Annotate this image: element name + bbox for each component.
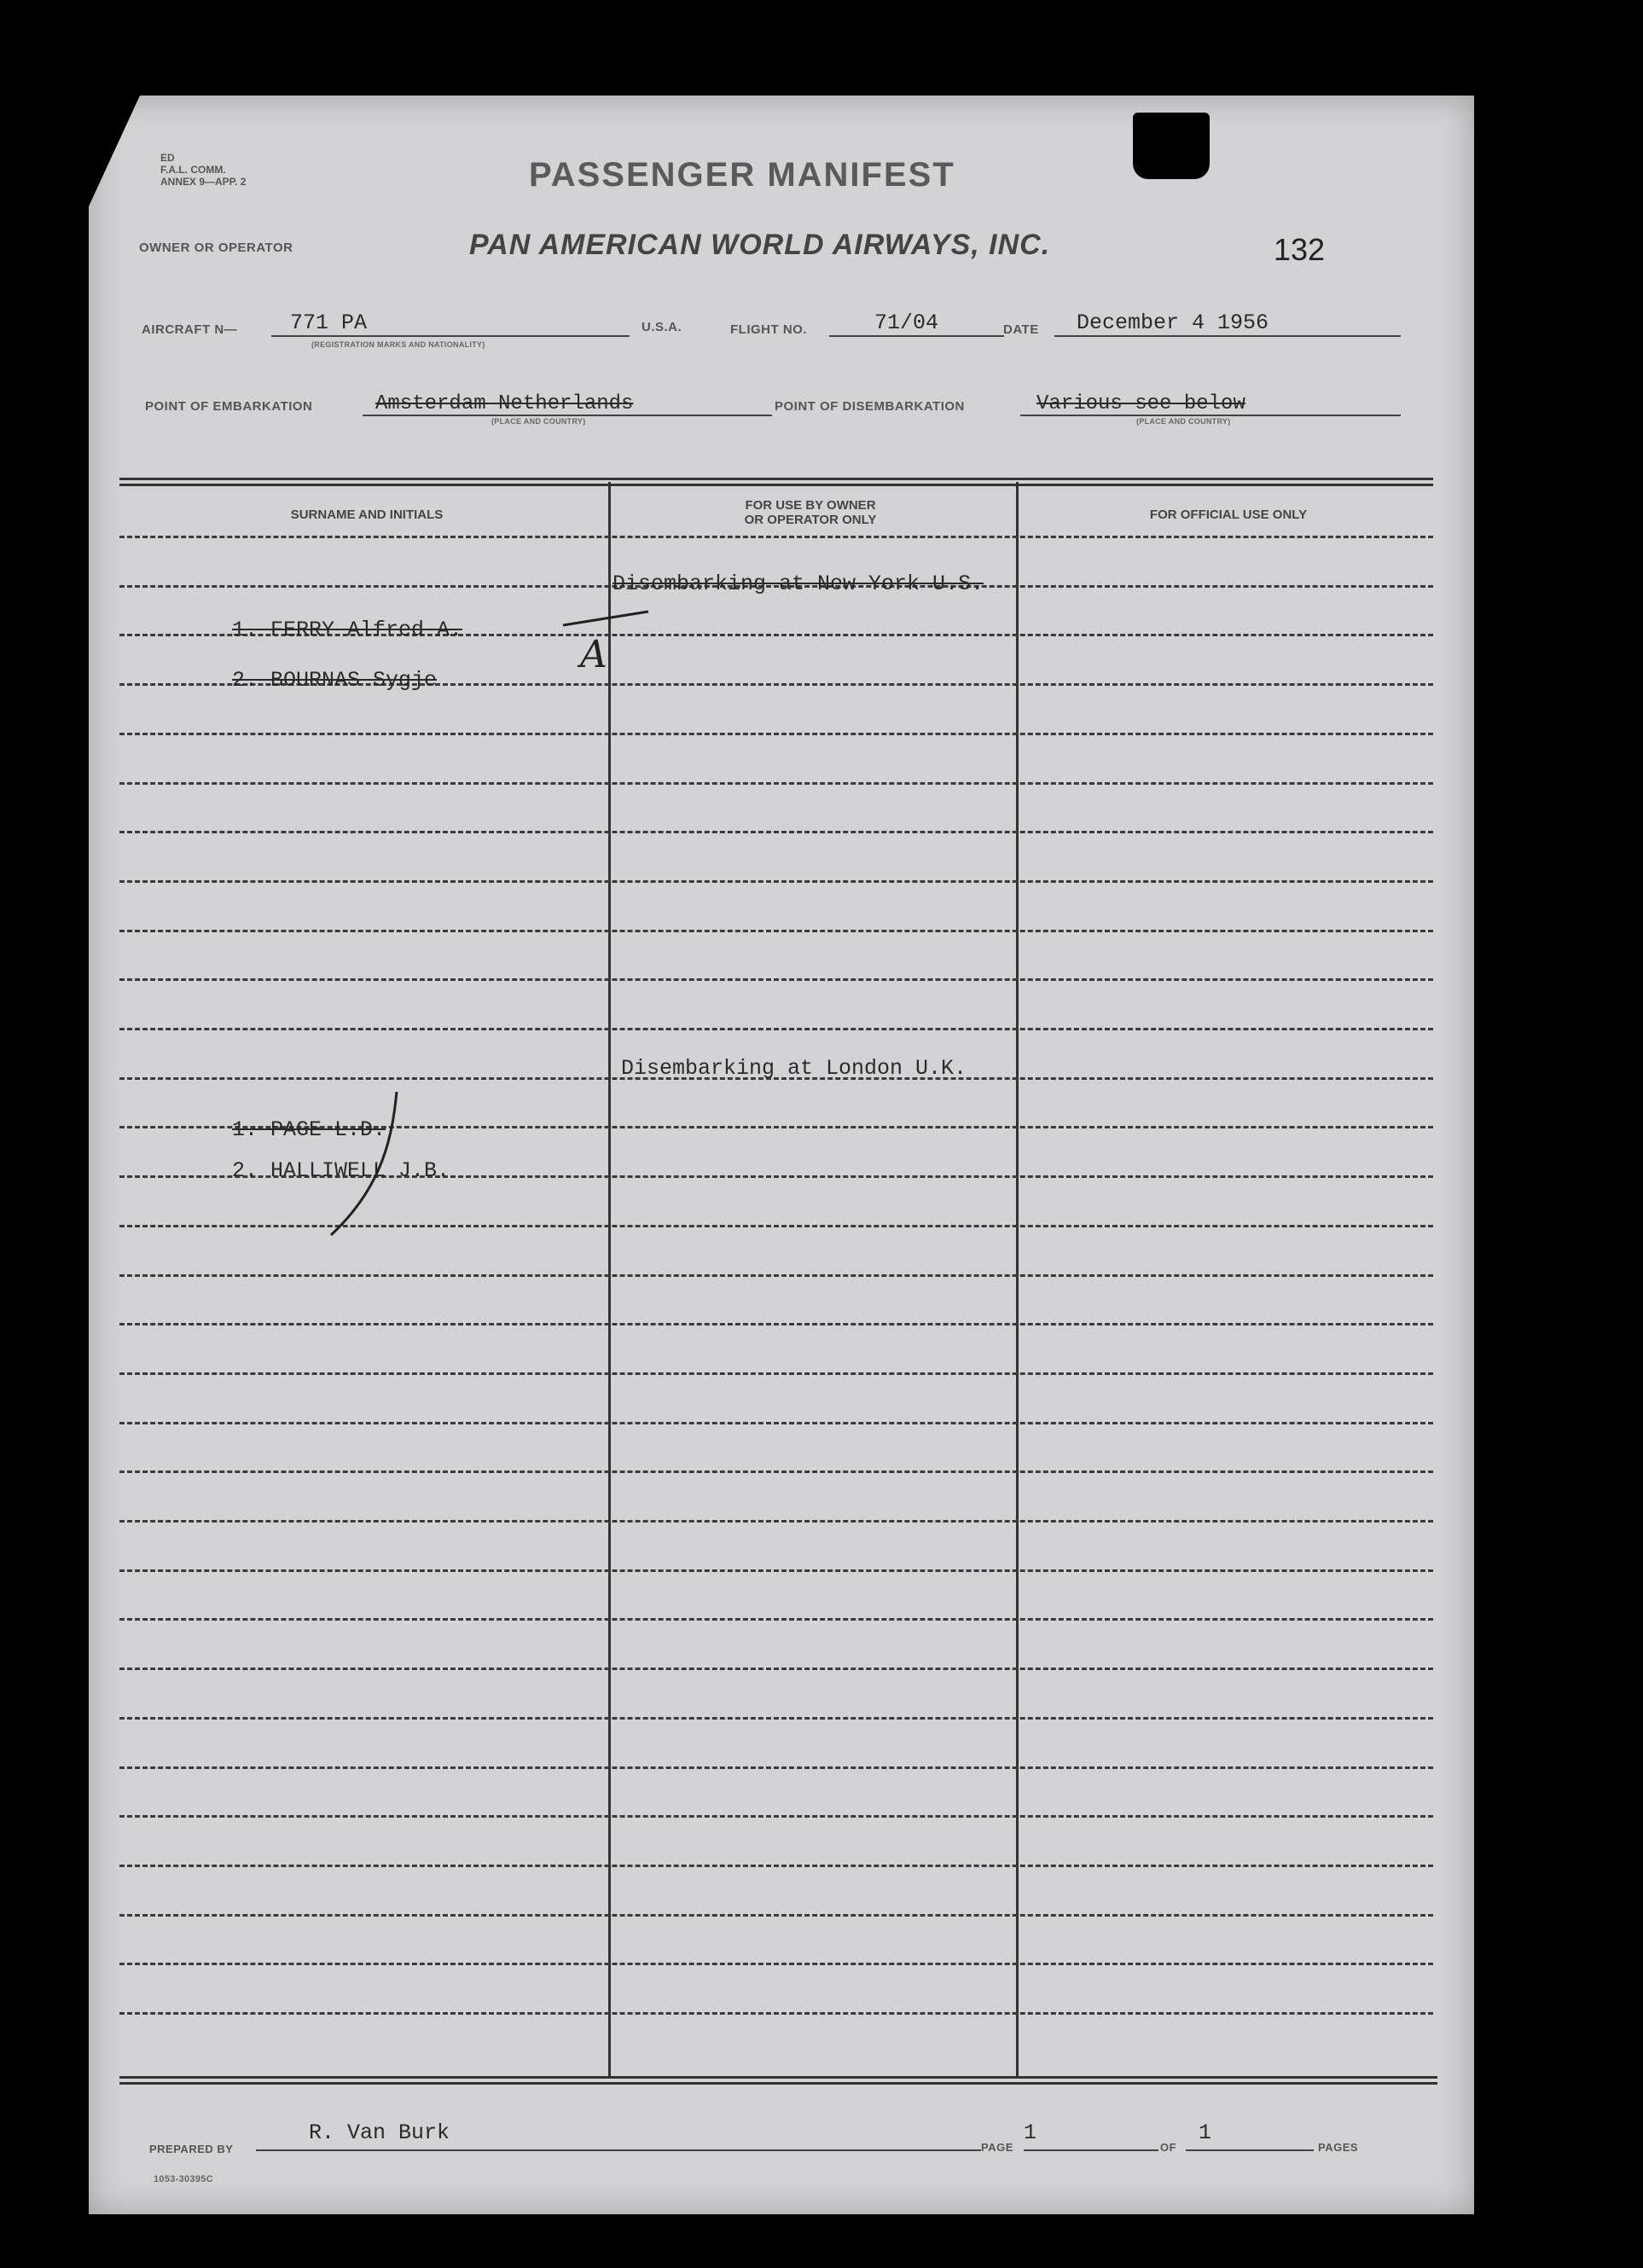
column-header-surname: SURNAME AND INITIALS (290, 508, 444, 522)
embarkation-note: (PLACE AND COUNTRY) (491, 417, 586, 426)
form-title: PASSENGER MANIFEST (529, 156, 955, 194)
column-header-line: OR OPERATOR ONLY (744, 513, 877, 527)
embarkation-value: Amsterdam Netherlands (375, 392, 634, 415)
row-rule (119, 1766, 1433, 1769)
table-top-rule (119, 484, 1433, 486)
row-rule (119, 1274, 1433, 1277)
date-value: December 4 1956 (1077, 310, 1269, 335)
table-bottom-rule (119, 2076, 1437, 2079)
passenger-entry: 1. PAGE L.D. (232, 1117, 386, 1142)
table-bottom-rule (119, 2082, 1437, 2085)
column-divider-left (608, 482, 611, 2077)
passenger-entry: 1. FERRY Alfred A. (232, 618, 463, 642)
row-rule (119, 1668, 1433, 1670)
of-value: 1 (1199, 2120, 1212, 2145)
column-header-official: FOR OFFICIAL USE ONLY (1149, 508, 1308, 522)
of-underline (1186, 2149, 1314, 2151)
column-header-line: FOR USE BY OWNER (745, 498, 876, 513)
pages-label: PAGES (1318, 2141, 1359, 2154)
prepared-underline (256, 2149, 981, 2151)
row-rule (119, 782, 1433, 785)
row-rule (119, 880, 1433, 883)
prepared-by-label: PREPARED BY (149, 2143, 234, 2155)
table-top-rule (119, 478, 1433, 480)
form-reference (160, 152, 246, 188)
row-rule (119, 1865, 1433, 1867)
flight-value: 71/04 (874, 310, 939, 335)
handwritten-checkmark (316, 1083, 409, 1245)
group-note: Disembarking at London U.K. (621, 1056, 967, 1081)
page-underline (1024, 2149, 1158, 2151)
disembarkation-value: Various see below (1036, 392, 1245, 415)
row-rule (119, 2012, 1433, 2015)
date-label: DATE (1003, 322, 1039, 337)
handwritten-annotation: A (580, 633, 607, 676)
row-rule (119, 1520, 1433, 1523)
row-rule (119, 930, 1433, 932)
form-ref-line: ANNEX 9—APP. 2 (160, 176, 247, 188)
row-rule (119, 831, 1433, 833)
row-rule (119, 1618, 1433, 1621)
column-header-owner (648, 498, 972, 527)
aircraft-label: AIRCRAFT N— (142, 322, 238, 337)
group-note: Disembarking at New York U.S. (612, 571, 984, 596)
row-rule (119, 1323, 1433, 1325)
passenger-entry: 2. BOURNAS Sygje (232, 668, 438, 693)
row-rule (119, 1569, 1433, 1572)
column-divider-right (1016, 482, 1019, 2077)
form-code: 1053-30395C (154, 2174, 213, 2184)
country-label: U.S.A. (642, 320, 682, 334)
disembarkation-label: POINT OF DISEMBARKATION (775, 399, 965, 414)
embarkation-underline (363, 415, 772, 416)
date-underline (1054, 335, 1401, 337)
passenger-entry: 2. HALLIWELL J.B. (232, 1158, 450, 1183)
owner-label: OWNER OR OPERATOR (139, 241, 293, 255)
row-rule (119, 978, 1433, 981)
form-ref-line: F.A.L. COMM. (160, 164, 226, 176)
row-rule (119, 1028, 1433, 1030)
operator-name: PAN AMERICAN WORLD AIRWAYS, INC. (469, 229, 1051, 261)
form-ref-line: ED (160, 152, 175, 164)
page-value: 1 (1024, 2120, 1037, 2145)
page-stamp: 132 (1274, 232, 1326, 267)
of-label: OF (1160, 2141, 1177, 2154)
aircraft-underline (271, 335, 630, 337)
embarkation-label: POINT OF EMBARKATION (145, 399, 313, 414)
torn-notch (1133, 113, 1210, 179)
disembarkation-underline (1020, 415, 1401, 416)
disembarkation-note: (PLACE AND COUNTRY) (1136, 417, 1231, 426)
row-rule (119, 1422, 1433, 1424)
prepared-by-value: R. Van Burk (309, 2120, 450, 2145)
aircraft-value: 771 PA (290, 310, 368, 335)
page-label: PAGE (981, 2141, 1013, 2154)
registration-note: (REGISTRATION MARKS AND NATIONALITY) (311, 340, 485, 349)
row-rule (119, 1372, 1433, 1375)
flight-underline (829, 335, 1004, 337)
row-rule (119, 1963, 1433, 1965)
row-rule (119, 1470, 1433, 1473)
flight-label: FLIGHT NO. (730, 322, 807, 337)
row-rule (119, 733, 1433, 735)
row-rule (119, 1914, 1433, 1917)
row-rule (119, 536, 1433, 538)
row-rule (119, 1717, 1433, 1720)
torn-corner (89, 96, 140, 206)
row-rule (119, 1815, 1433, 1818)
